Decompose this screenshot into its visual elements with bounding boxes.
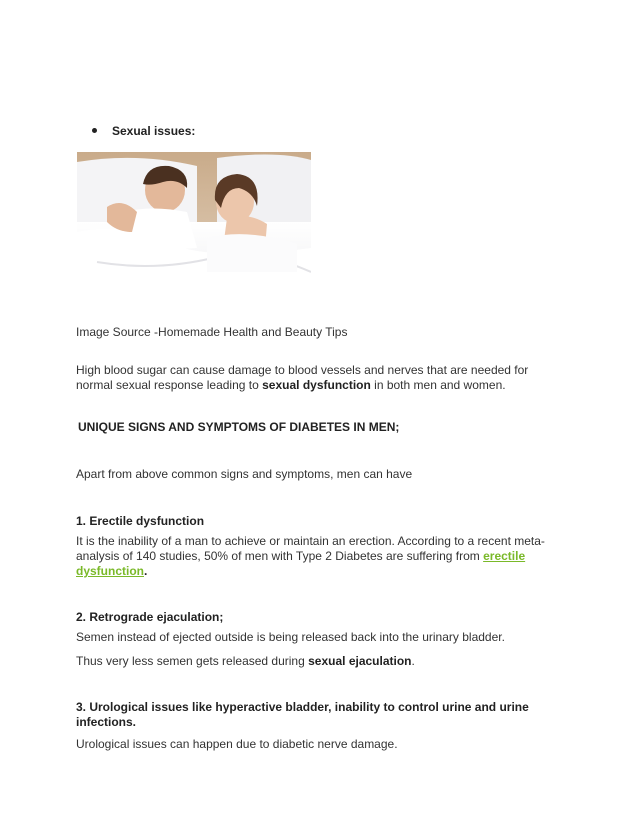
item-3-heading: 3. Urological issues like hyperactive bladder, inability to control urine and urine infections. <box>76 700 529 729</box>
image-source-caption: Image Source -Homemade Health and Beauty Tips <box>76 325 348 339</box>
item-2-line-2 <box>76 654 556 669</box>
bullet-dot-icon <box>92 128 97 133</box>
bullet-label: Sexual issues: <box>112 124 196 138</box>
paragraph-sexual-response <box>76 363 556 393</box>
item-2-line-2-end: . <box>411 654 415 668</box>
item-1-text-end: . <box>144 564 148 578</box>
item-2-line-2-text: Thus very less semen gets released during <box>76 654 309 668</box>
couple-in-bed-photo <box>77 152 311 318</box>
item-2-line-1: Semen instead of ejected outside is being released back into the urinary bladder. <box>76 630 505 644</box>
photo-illustration <box>77 152 311 318</box>
bold-term: sexual ejaculation <box>308 654 412 668</box>
item-1-heading: 1. Erectile dysfunction <box>76 514 205 528</box>
item-3-paragraph: Urological issues can happen due to diabetic nerve damage. <box>76 737 398 751</box>
bold-term: sexual dysfunction <box>262 378 371 392</box>
paragraph-text-end: in both men and women. <box>370 378 506 392</box>
paragraph-text: High blood sugar can cause damage to blood vessels and nerves that are needed for normal sexual response leading to <box>76 363 529 392</box>
item-1-text: It is the inability of a man to achieve or maintain an erection. According to a recent meta-analysis of 140 studies, 50% of men with Type 2 Diabetes are suffering from <box>76 534 545 563</box>
section-heading: UNIQUE SIGNS AND SYMPTOMS OF DIABETES IN MEN; <box>78 420 400 434</box>
item-2-heading: 2. Retrograde ejaculation; <box>76 610 224 624</box>
intro-paragraph: Apart from above common signs and symptoms, men can have <box>76 467 413 481</box>
item-1-paragraph <box>76 534 556 579</box>
erectile-dysfunction-link[interactable]: erectile dysfunction <box>76 549 526 578</box>
